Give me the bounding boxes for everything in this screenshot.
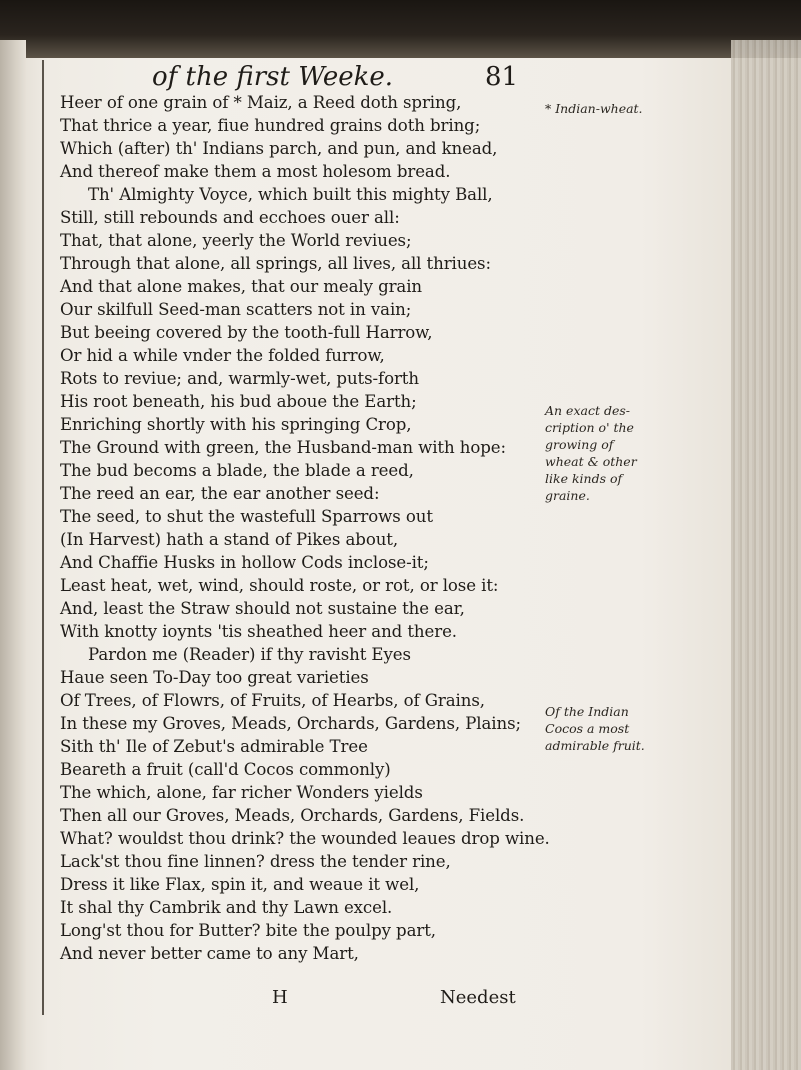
verse-line: Pardon me (Reader) if thy ravisht Eyes (88, 645, 411, 664)
verse-line: Least heat, wet, wind, should roste, or rot, or lose it: (60, 576, 499, 595)
marginal-note: admirable fruit. (545, 738, 645, 753)
verse-line: His root beneath, his bud aboue the Earth; (60, 392, 417, 411)
marginal-note: like kinds of (545, 471, 623, 486)
verse-line: And that alone makes, that our mealy grain (60, 277, 423, 296)
page-number: 81 (485, 62, 519, 92)
verse-line: Or hid a while vnder the folded furrow, (60, 346, 385, 365)
verse-line: Heer of one grain of * Maiz, a Reed doth spring, (60, 93, 462, 112)
marginal-note: Of the Indian (545, 704, 629, 719)
verse-line: But beeing covered by the tooth-full Harrow, (60, 323, 433, 342)
verse-line: The seed, to shut the wastefull Sparrows out (60, 507, 433, 526)
marginal-note: cription o' the (545, 420, 634, 435)
verse-line: Enriching shortly with his springing Crop, (60, 415, 412, 434)
verse-line: The bud becoms a blade, the blade a reed, (60, 461, 414, 480)
verse-line: Through that alone, all springs, all lives, all thriues: (60, 254, 491, 273)
marginal-note: wheat & other (545, 454, 637, 469)
verse-line: And thereof make them a most holesom bread. (60, 162, 451, 181)
verse-line: Still, still rebounds and ecchoes ouer all: (60, 208, 400, 227)
running-header: of the first Weeke. (152, 62, 393, 92)
verse-line: What? wouldst thou drink? the wounded leaues drop wine. (60, 829, 550, 848)
verse-line: That, that alone, yeerly the World reviues; (60, 231, 412, 250)
verse-line: Sith th' Ile of Zebut's admirable Tree (60, 737, 368, 756)
verse-line: Th' Almighty Voyce, which built this mighty Ball, (88, 185, 493, 204)
verse-line: With knotty ioynts 'tis sheathed heer and there. (60, 622, 457, 641)
margin-rule (42, 60, 44, 1015)
marginal-note: An exact des- (545, 403, 630, 418)
verse-line: In these my Groves, Meads, Orchards, Gardens, Plains; (60, 714, 521, 733)
verse-line: Of Trees, of Flowrs, of Fruits, of Hearbs, of Grains, (60, 691, 485, 710)
verse-line: Long'st thou for Butter? bite the poulpy part, (60, 921, 436, 940)
page-gutter (0, 40, 26, 1070)
verse-line: And, least the Straw should not sustaine the ear, (60, 599, 465, 618)
marginal-note: growing of (545, 437, 614, 452)
verse-line: Beareth a fruit (call'd Cocos commonly) (60, 760, 391, 779)
verse-line: Then all our Groves, Meads, Orchards, Gardens, Fields. (60, 806, 525, 825)
verse-line: The Ground with green, the Husband-man with hope: (60, 438, 506, 457)
verse-line: And Chaffie Husks in hollow Cods inclose-it; (60, 553, 429, 572)
scan-border-top (0, 0, 801, 58)
catchword: Needest (440, 987, 516, 1008)
verse-line: Lack'st thou fine linnen? dress the tender rine, (60, 852, 451, 871)
marginal-note: * Indian-wheat. (545, 101, 643, 116)
marginal-note: graine. (545, 488, 590, 503)
verse-line: The reed an ear, the ear another seed: (60, 484, 380, 503)
verse-line: Dress it like Flax, spin it, and weaue it wel, (60, 875, 420, 894)
verse-line: And never better came to any Mart, (60, 944, 359, 963)
verse-line: (In Harvest) hath a stand of Pikes about, (60, 530, 399, 549)
page-edge-stack (731, 40, 801, 1070)
signature-mark: H (272, 987, 288, 1008)
verse-line: Rots to reviue; and, warmly-wet, puts-forth (60, 369, 419, 388)
verse-line: Our skilfull Seed-man scatters not in vain; (60, 300, 412, 319)
verse-line: That thrice a year, fiue hundred grains doth bring; (60, 116, 481, 135)
verse-line: The which, alone, far richer Wonders yields (60, 783, 423, 802)
verse-line: Haue seen To-Day too great varieties (60, 668, 369, 687)
verse-line: It shal thy Cambrik and thy Lawn excel. (60, 898, 393, 917)
verse-line: Which (after) th' Indians parch, and pun, and knead, (60, 139, 498, 158)
marginal-note: Cocos a most (545, 721, 630, 736)
